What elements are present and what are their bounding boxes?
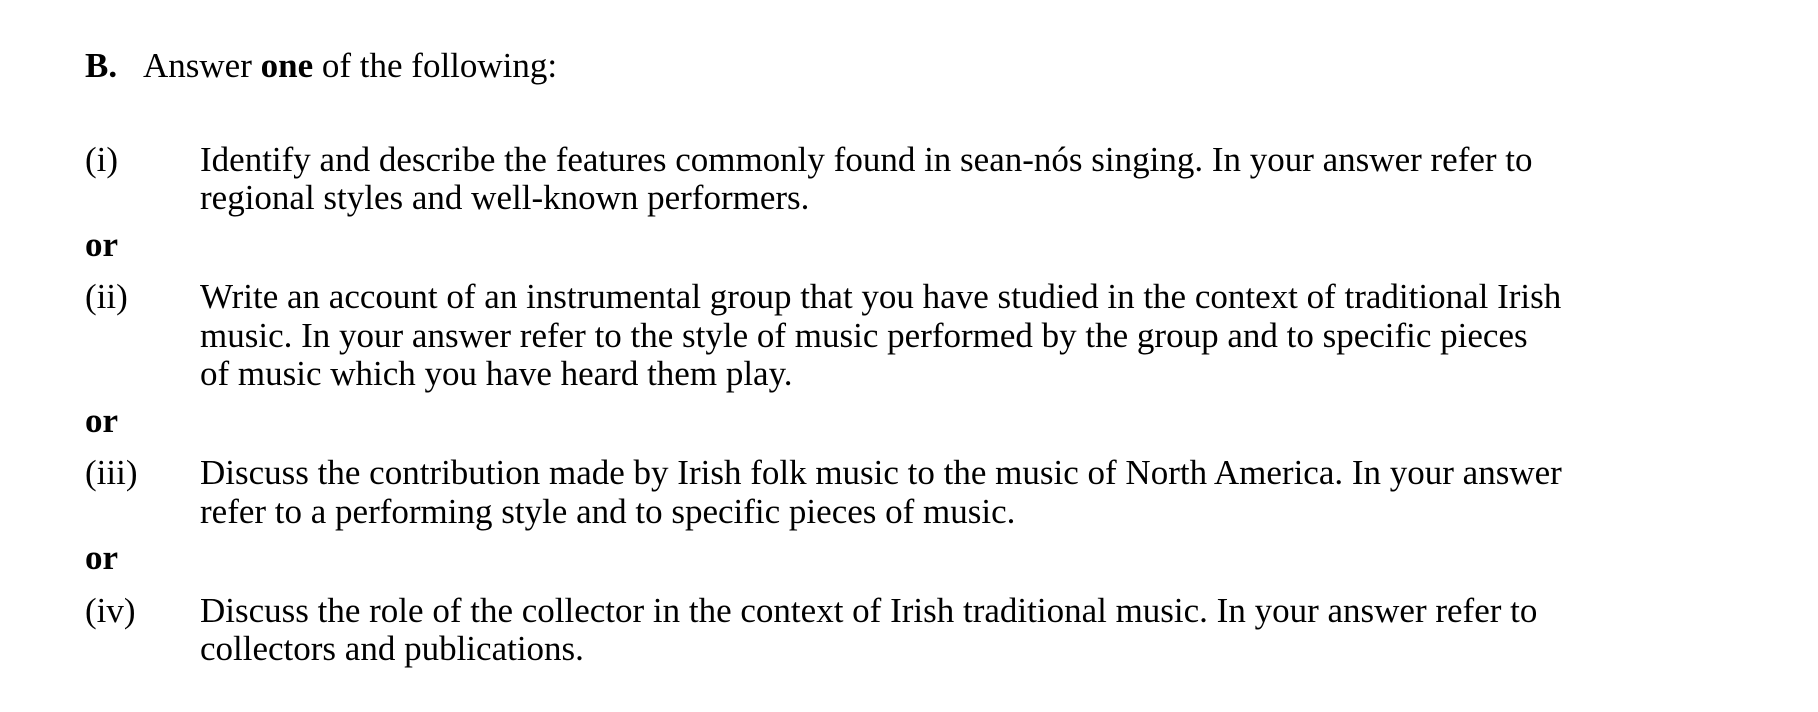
option-iii-marker: (iii) — [85, 453, 138, 492]
instruction-suffix: of the following: — [313, 46, 558, 85]
section-instruction — [143, 47, 1778, 86]
text-line: Discuss the contribution made by Irish folk music to the music of North America. In your answer — [200, 453, 1562, 492]
option-iv-marker: (iv) — [85, 590, 136, 630]
option-iv — [85, 592, 1778, 669]
section-header — [85, 47, 1778, 86]
option-iv-text — [200, 592, 1778, 669]
option-iii-text — [200, 454, 1778, 531]
text-line: Identify and describe the features commonly found in sean-nós singing. In your answer refer to — [200, 139, 1533, 179]
option-i-text — [200, 141, 1778, 218]
section-label: B. — [85, 46, 118, 85]
instruction-emphasis: one — [260, 46, 314, 85]
option-ii — [85, 278, 1778, 394]
text-line: Discuss the role of the collector in the context of Irish traditional music. In your answer refer to — [200, 590, 1538, 630]
option-iii — [85, 454, 1778, 531]
option-i-marker: (i) — [85, 139, 119, 179]
question-options-list — [85, 141, 1778, 669]
option-ii-marker: (ii) — [85, 277, 128, 316]
or-separator-2: or — [85, 400, 119, 440]
option-ii-text — [200, 278, 1778, 394]
instruction-prefix: Answer — [143, 46, 261, 85]
text-line: of music which you have heard them play. — [200, 354, 793, 393]
text-line: collectors and publications. — [200, 629, 584, 668]
text-line: refer to a performing style and to specific pieces of music. — [200, 491, 1016, 531]
text-line: Write an account of an instrumental group that you have studied in the context of traditional Irish — [200, 277, 1562, 316]
text-line: music. In your answer refer to the style of music performed by the group and to specific pieces — [200, 315, 1528, 355]
text-line: regional styles and well-known performers. — [200, 178, 810, 217]
or-separator-3: or — [85, 538, 119, 577]
option-i — [85, 141, 1778, 218]
or-separator-1: or — [85, 224, 119, 264]
